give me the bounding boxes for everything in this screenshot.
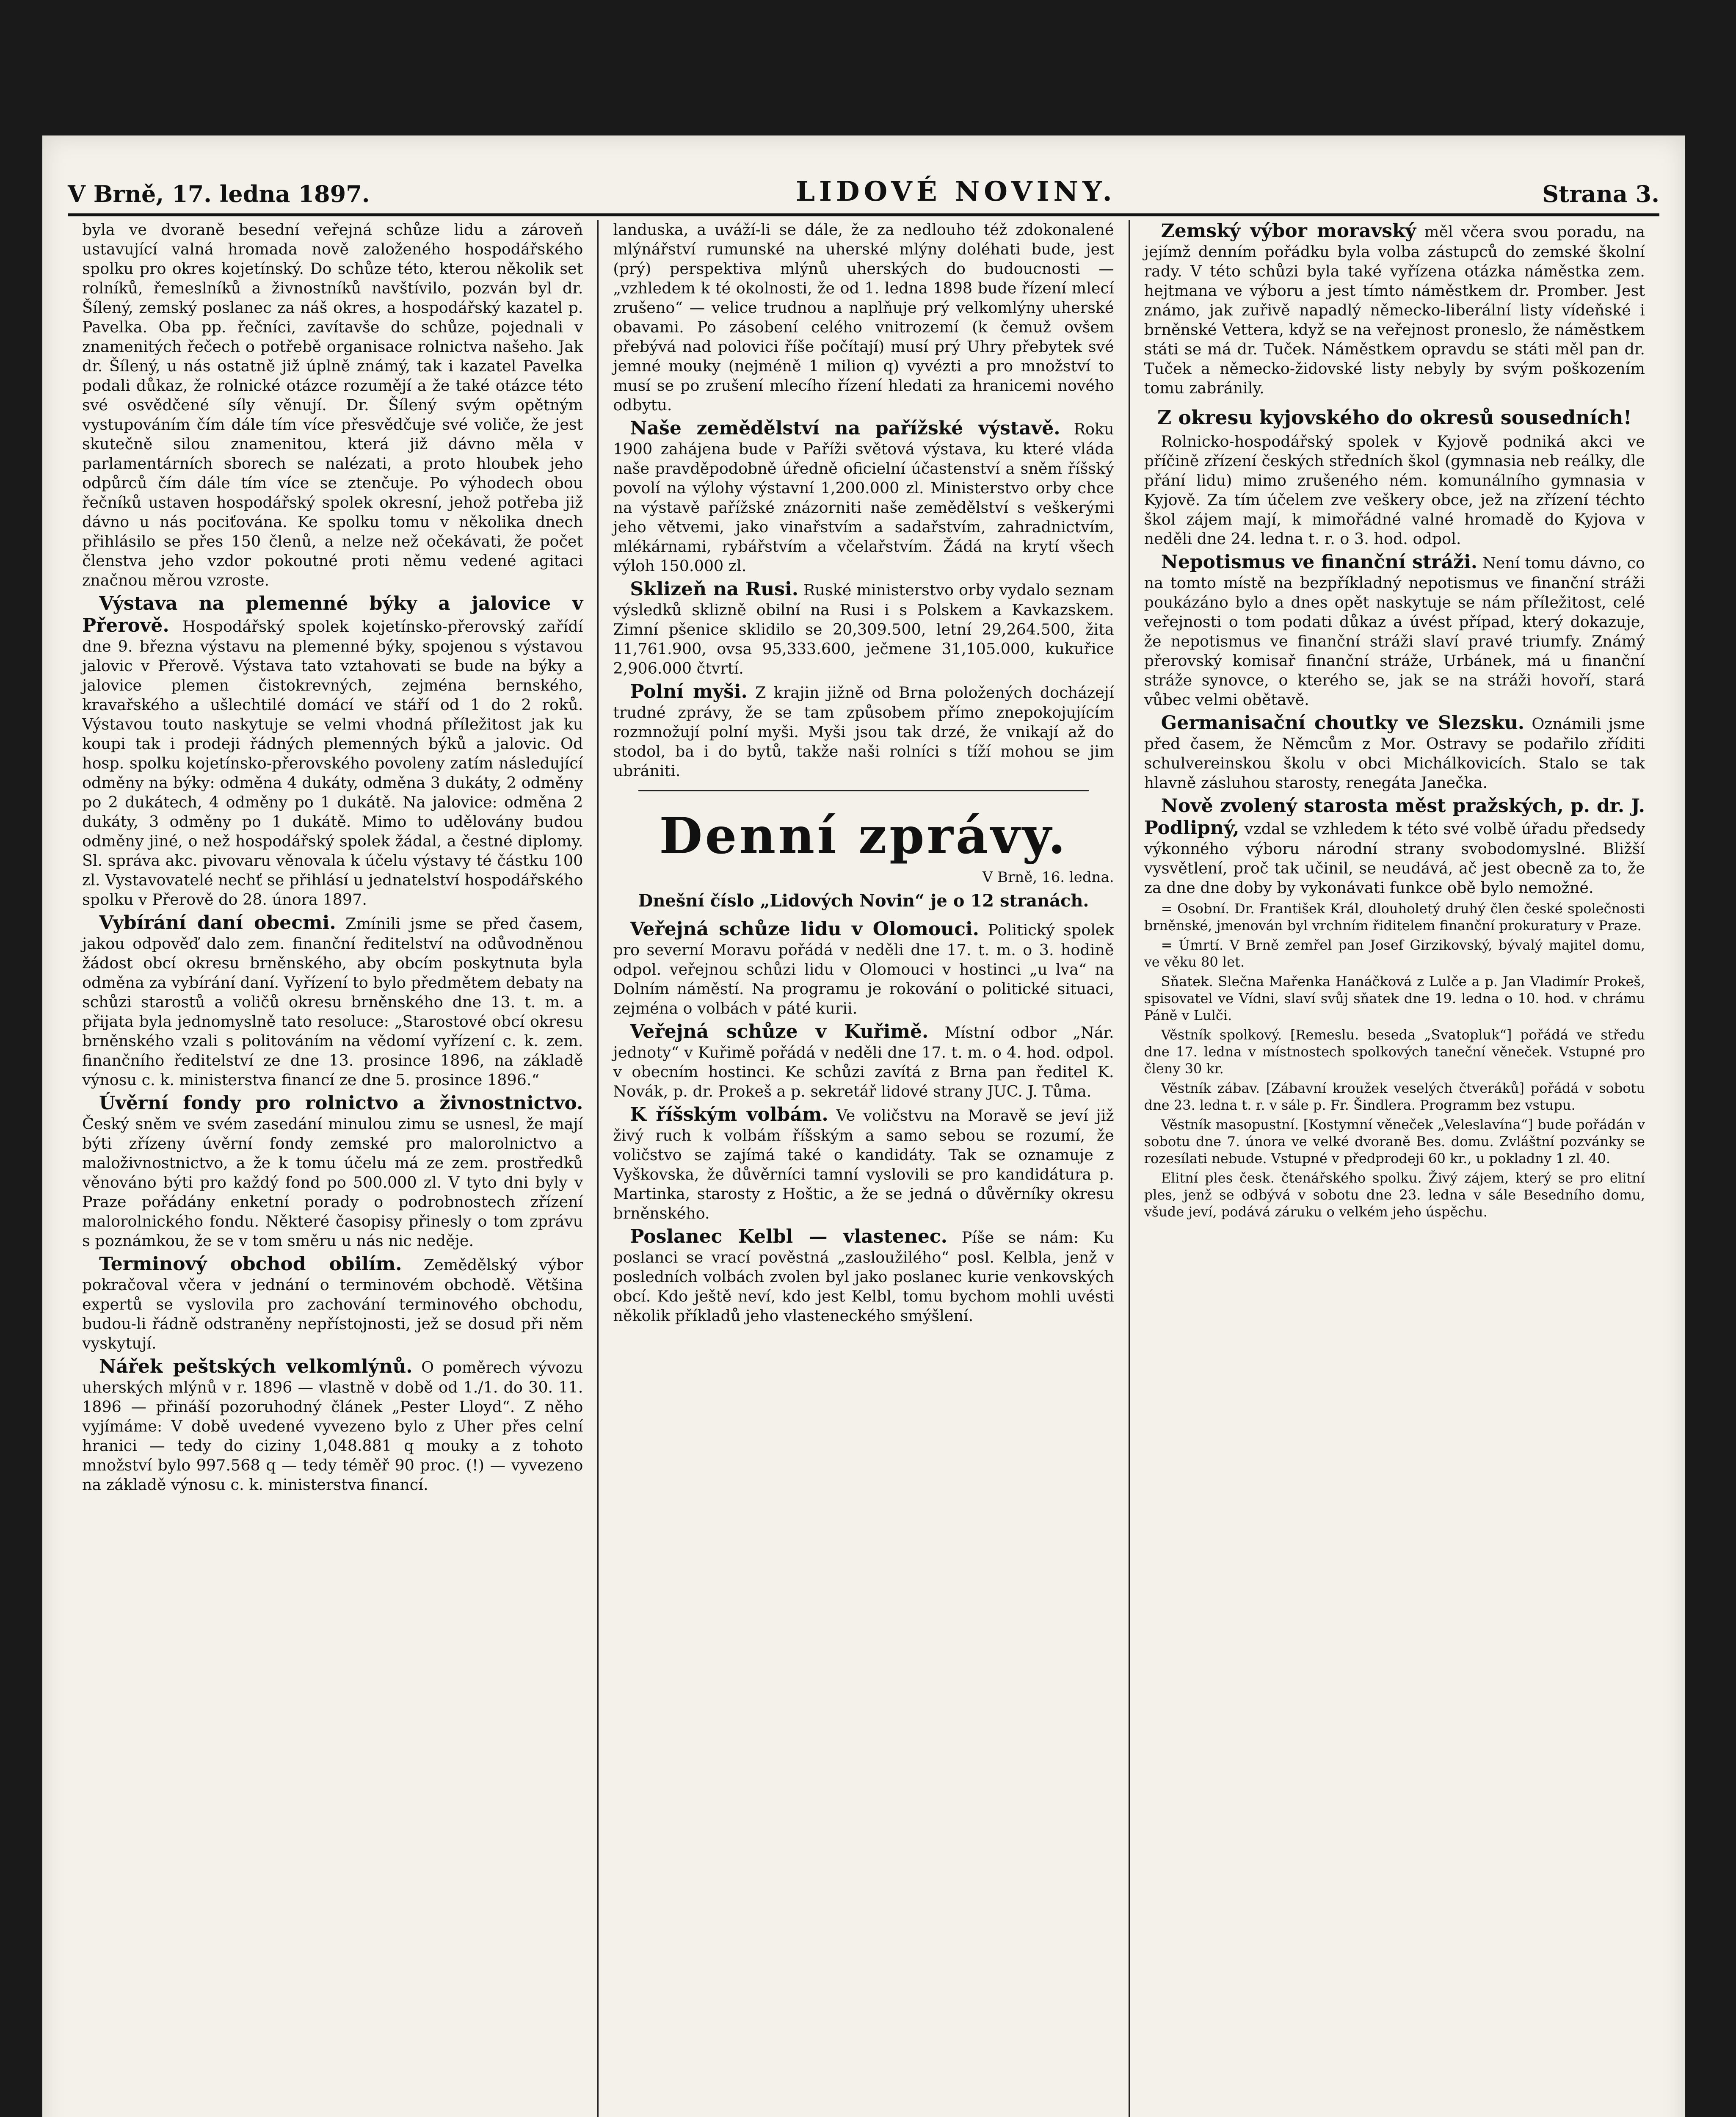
article-heading: Úvěrní fondy pro rolnictvo a živnostnictvo. <box>99 1092 583 1114</box>
article-text: Český sněm ve svém zasedání minulou zimu se usnesl, že mají býti zřízeny úvěrní fondy zemské pro malorolnictvo a maloživnostnictvo, a že k tomu účelu má ze zem. prostředků věnováno býti pro každý fond po 500.000 zl. V tyto dni byly v Praze pořádány enketní porady o podrobnostech zřízení malorolnického fondu. Některé časopisy přinesly o tom zprávu s poznámkou, že se v tom směru u nás nic neděje. <box>82 1115 583 1250</box>
article-heading: Naše zemědělství na pařížské výstavě. <box>630 417 1060 439</box>
article-text: Rolnicko-hospodářský spolek v Kyjově podniká akci ve příčině zřízení českých středních škol (gymnasia neb reálky, dle přání lidu) mimo zrušeného ném. komunálního gymnasia v Kyjově. Za tím účelem zve veškery obce, jež na zřízení téchto škol zájem mají, k mimořádné valné hromadě do Kyjova v neděli dne 24. ledna t. r. o 3. hod. odpol. <box>1144 432 1645 548</box>
article-text: Hospodářský spolek kojetínsko-přerovský zařídí dne 9. března výstavu na plemenné býky, spojenou s výstavou jalovic v Přerově. Výstava tato vztahovati se bude na býky a jalovice plemen čistokrevných, zejména bernského, kravařského a ušlechtilé domácí ve stáří od 1 do 2 roků. Výstavou touto naskytuje se velmi vhodná příležitost jak ku koupi tak i prodeji řádných plemenných býků a jalovic. Od hosp. spolku kojetínsko-přerovského povoleny zatím následující odměny na býky: odměna 4 dukáty, odměna 3 dukáty, 2 odměny po 2 dukátech, 4 odměny po 1 dukátě. Na jalovice: odměna 2 dukáty, 3 odměny po 1 dukátě. Mimo to udělovány budou odměny jiné, o než hospodářský spolek žádal, a čestné diplomy. Sl. správa akc. pivovaru věnovala k účelu výstavy té částku 100 zl. Vystavovatelé nechť se přihlásí u jednatelství hospodářského spolku v Přerově do 28. února 1897. <box>82 617 583 909</box>
column-3 <box>1129 220 1659 2117</box>
article-text: landuska, a uváží-li se dále, že za nedlouho též zdokonalené mlýnářství rumunské na uherské mlýny doléhati bude, jest (prý) perspektiva mlýnů uherských do budoucnosti — „vzhledem k té okolnosti, že od 1. ledna 1898 bude řízení mlecí zrušeno“ — velice trudnou a naplňuje prý velkomlýny uherské obavami. Po zásobení celého vnitrozemí (k čemuž ovšem přebývá nad polovici říše počítají) musí prý Uhry přebytek své jemné mouky (nejméně 1 milion q) vyvézti a pro množství to musí se po zrušení mlecího řízení hledati za hranicemi nového odbytu. <box>613 221 1114 414</box>
news-item: = Úmrtí. V Brně zemřel pan Josef Girzikovský, bývalý majitel domu, ve věku 80 let. <box>1144 937 1645 970</box>
news-item: Elitní ples česk. čtenářského spolku. Živý zájem, který se pro elitní ples, jenž se odbývá v sobotu dne 23. ledna v sále Besedního domu, všude jeví, podává záruku o velkém jeho úspěchu. <box>1144 1170 1645 1220</box>
news-item: = Osobní. Dr. František Král, dlouholetý druhý člen české společnosti brněnské, jmenován byl vrchním řiditelem finanční prokuratury v Praze. <box>1144 901 1645 934</box>
page-header <box>68 169 1659 216</box>
news-item: Věstník masopustní. [Kostymní věneček „Veleslavína“] bude pořádán v sobotu dne 7. února ve velké dvoraně Bes. domu. Zvláštní pozvánky se rozesílati nebude. Vstupné v předprodeji 60 kr., u pokladny 1 zl. 40. <box>1144 1117 1645 1166</box>
article-heading: Veřejná schůze lidu v Olomouci. <box>630 918 979 940</box>
news-item: Věstník spolkový. [Remeslu. beseda „Svatopluk“] pořádá ve středu dne 17. ledna v místnostech spolkových taneční věneček. Vstupné pro členy 30 kr. <box>1144 1027 1645 1077</box>
article-text: Politický spolek pro severní Moravu pořádá v neděli dne 17. t. m. o 3. hodině odpol. veřejnou schůzi lidu v Olomouci v hostinci „u lva“ na Dolním náměstí. Na programu je rokování o politické situaci, zejména o volbách v páté kurii. <box>613 921 1114 1017</box>
notice: Dnešní číslo „Lidových Novin“ je o 12 stranách. <box>638 891 1089 911</box>
article-text: vzdal se vzhledem k této své volbě úřadu předsedy výkonného výboru národní strany svobodomyslné. Bližší vysvětlení, proč tak učinil, se neudává, ač jest obecně za to, že za dne dne doby by vykonávati funkce obě bylo nemožné. <box>1144 820 1645 897</box>
article-text: Není tomu dávno, co na tomto místě na bezpříkladný nepotismus ve finanční stráži poukázáno bylo a dnes opět naskytuje se nám příležitost, celé veřejnosti o tom podati důkaz a úvést případ, který dokazuje, že nepotismus ve finanční stráži slaví pravé triumfy. Známý přerovský komisař finanční stráže, Urbánek, má u finanční stráže synovce, o kterého se, jak se na stráži hovoří, stará vůbec velmi obětavě. <box>1144 554 1645 709</box>
article-heading: Nově zvolený starosta měst pražských, p. dr. J. Podlipný, <box>1144 795 1645 839</box>
article-text: Zemědělský výbor pokračoval včera v jednání o terminovém obchodě. Většina expertů se vyslovila pro zachování terminového obchodu, budou-li řádně odstraněny nepřístojnosti, jež se dosud při něm vyskytují. <box>82 1256 583 1352</box>
section-divider <box>638 790 1088 791</box>
article-text: měl včera svou poradu, na jejímž denním pořádku byla volba zástupců do zemské školní rady. V této schůzi byla také vyřízena otázka náměstka zem. hejtmana ve výboru a jest tímto náměstkem dr. Promber. Jest známo, jak zuřivě napadlý německo-liberální listy vídeňské i brněnské Vettera, když se na veřejnost proneslo, že náměstkem státi se má dr. Tuček. Náměstkem opravdu se státi měl pan dr. Tuček a německo-židovské listy nebyly by svým poškozením tomu zabránily. <box>1144 223 1645 397</box>
article-text: Místní odbor „Nár. jednoty“ v Kuřimě pořádá v neděli dne 17. t. m. o 4. hod. odpol. v obecním hostinci. Ke schůzi zavítá z Brna pan ředitel K. Novák, p. dr. Prokeš a p. sekretář lidové strany JUC. J. Tůma. <box>613 1023 1114 1100</box>
article-text: Ruské ministerstvo orby vydalo seznam výsledků sklizně obilní na Rusi i s Polskem a Kavkazskem. Zimní pšenice sklidilo se 20,309.500, letní 29,264.500, žita 11,761.900, ovsa 95,333.600, ječmene 31,105.000, kukuřice 2,906.000 čtvrtí. <box>613 581 1114 677</box>
article-heading: Zemský výbor moravský <box>1161 220 1416 242</box>
article-text: Zmínili jsme se před časem, jakou odpověď dalo zem. finanční ředitelství na odůvodněnou žádost obcí okresu brněnského, aby obcím poskytnuta byla odměna za vybírání daní. Vyřízení to bylo předmětem debaty na schůzi starostů a voličů okresu brněnského dne 13. t. m. a přijata byla jednomyslně tato resoluce: „Starostové obcí okresu brněnského vzali s politováním na vědomí vyřízení c. k. zem. finančního ředitelství ze dne 13. prosince 1896, na základě výnosu c. k. ministerstva financí ze dne 5. prosince 1896.“ <box>82 915 583 1089</box>
header-place-date: V Brně, 17. ledna 1897. <box>68 180 370 207</box>
article-heading: Germanisační choutky ve Slezsku. <box>1161 712 1525 734</box>
column-1 <box>68 220 597 2117</box>
article-text: Píše se nám: Ku poslanci se vrací pověstná „zasloužilého“ posl. Kelbla, jenž v posledních volbách zvolen byl jako poslanec kurie venkovských obcí. Kdo ještě neví, kdo jest Kelbl, tomu bychom mohli uvésti několik příkladů jeho vlasteneckého smýšlení. <box>613 1228 1114 1325</box>
column-2 <box>597 220 1128 2117</box>
article-text: Z krajin jižně od Brna položených docházejí trudné zprávy, že se tam způsobem přímo znepokojujícím rozmnožují polní myši. Myši jsou tak drzé, že vnikají až do stodol, ba i do bytů, takže naši rolníci s tíží mohou se jim ubrániti. <box>613 683 1114 780</box>
article-heading: Poslanec Kelbl — vlastenec. <box>630 1226 947 1247</box>
article-heading: Veřejná schůze v Kuřimě. <box>630 1021 929 1042</box>
header-paper-title: LIDOVÉ NOVINY. <box>796 176 1116 207</box>
article-heading: Vybírání daní obecmi. <box>99 912 336 934</box>
article-heading: Sklizeň na Rusi. <box>630 578 799 600</box>
header-page-number: Strana 3. <box>1542 180 1659 207</box>
section-title: Denní zprávy. <box>659 806 1068 865</box>
news-item: Věstník zábav. [Zábavní kroužek veselých čtveráků] pořádá v sobotu dne 23. ledna t. r. v sále p. Fr. Šindlera. Programm bez vstupu. <box>1144 1080 1645 1113</box>
article-heading: Nářek peštských velkomlýnů. <box>99 1356 413 1377</box>
article-heading: K říšským volbám. <box>630 1104 828 1125</box>
article-heading: Terminový obchod obilím. <box>99 1253 402 1275</box>
text-columns <box>68 220 1659 2117</box>
article-text: byla ve dvoraně besední veřejná schůze lidu a zároveň ustavující valná hromada nově založeného hospodářského spolku pro okres kojetínský. Do schůze této, kterou několik set rolníků, řemeslníků a živnostníků navštívilo, pozván byl dr. Šílený, zemský poslanec za náš okres, a hospodářský kazatel p. Pavelka. Oba pp. řečníci, zavítavše do schůze, pojednali v znamenitých řečech o potřebě organisace rolnictva našeho. Jak dr. Šílený, u nás ostatně již úplně známý, tak i kazatel Pavelka podali důkaz, že rolnické otázce rozumějí a že také otázce této své osvědčené síly věnují. Dr. Šílený svým opětným vystupováním čím dále tím více přesvědčuje své voliče, že jest skutečně silou znamenitou, která již dávno měla v parlamentárních sborech se nalézati, a proto hloubek jeho odpůrců čím dále tím více se ztenčuje. Po výhodech obou řečníků ustaven hospodářský spolek okresní, jehož potřeba již dávno u nás pociťována. Ke spolku tomu v několika dnech přihlásilo se přes 150 členů, a nelze než očekávati, že počet členstva jeho vzdor pokoutné proti němu vedené agitaci značnou měrou vzroste. <box>82 221 583 589</box>
article-text: Oznámili jsme před časem, že Němcům z Mor. Ostravy se podařilo zříditi schulvereinskou školu v obci Michálkovicích. Stalo se tak hlavně zásluhou starosty, renegáta Janečka. <box>1144 715 1645 792</box>
article-heading: Polní myši. <box>630 681 748 702</box>
dateline: V Brně, 16. ledna. <box>982 869 1114 886</box>
news-item: Sňatek. Slečna Mařenka Hanáčková z Lulče a p. Jan Vladimír Prokeš, spisovatel ve Vídni, slaví svůj sňatek dne 19. ledna o 10. hod. v chrámu Páně v Lulči. <box>1144 973 1645 1023</box>
article-text: Roku 1900 zahájena bude v Paříži světová výstava, ku které vláda naše pravděpodobně úředně oficielní účastenství a sněm říšský povolí na výlohy výstavní 1,200.000 zl. Ministerstvo orby chce na výstavě pařížské znázorniti naše zemědělství s veškerými jeho větvemi, jako vinařstvím a sadařstvím, zahradnictvím, mlékárnami, rybářstvím a včelařstvím. Žádá na krytí všech výloh 150.000 zl. <box>613 420 1114 575</box>
article-text: O poměrech vývozu uherských mlýnů v r. 1896 — vlastně v době od 1./1. do 30. 11. 1896 — přináší pozoruhodný článek „Pester Lloyd“. Z něho vyjímáme: V době uvedené vyvezeno bylo z Uher přes celní hranici — tedy do ciziny 1,048.881 q mouky a z tohoto množství bylo 997.568 q — tedy téměř 90 proc. (!) — vyvezeno na základě výnosu c. k. ministerstva financí. <box>82 1358 583 1494</box>
article-heading: Z okresu kyjovského do okresů sousedních! <box>1157 406 1632 429</box>
article-text: Ve voličstvu na Moravě se jeví již živý ruch k volbám říšským a samo sebou se rozumí, že voličstvo se zajímá také o kandidáty. Tak se oznamuje z Vyškovska, že důvěrníci tamní vyslovili se pro kandidátura p. Martinka, starosty z Hoštic, a že se jedná o důvěrníky okresu brněnského. <box>613 1106 1114 1222</box>
article-heading: Nepotismus ve finanční stráži. <box>1161 551 1478 573</box>
newspaper-page <box>42 135 1685 2117</box>
article-heading: Výstava na plemenné býky a jalovice v Přerově. <box>82 593 583 636</box>
